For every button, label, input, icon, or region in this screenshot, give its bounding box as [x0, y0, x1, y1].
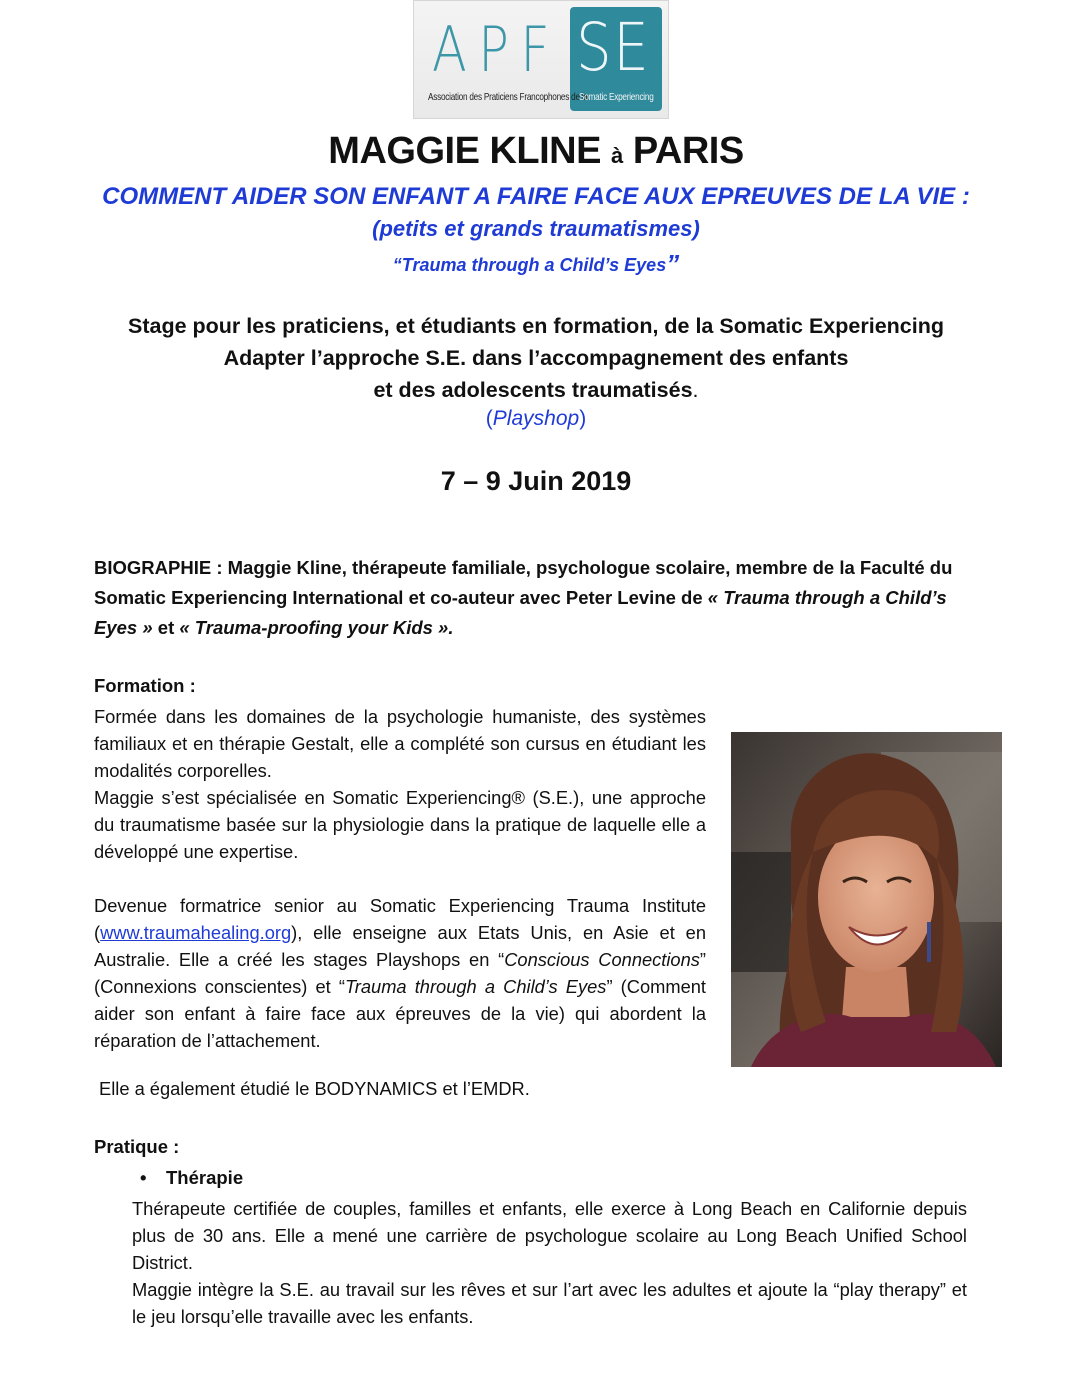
subtitle-close-quote: ” — [666, 249, 680, 279]
subtitle-parenthetical: (petits et grands traumatismes) — [372, 216, 700, 241]
logo-se-letters: SE — [576, 9, 651, 86]
therapie-paragraph-1: Thérapeute certifiée de couples, familles et enfants, elle exerce à Long Beach en Californie depuis plus de 30 ans. Elle a mené une carrière de psychologue scolaire au Long Beach Unified School District. — [132, 1198, 967, 1273]
formation-p3-d: ” (Comment aider son enfant à faire face aux épreuves de la vie) qui abordent la réparation de l’attachement. — [94, 976, 706, 1051]
playshop-open-paren: ( — [485, 407, 493, 430]
formation-p3-c: ” (Connexions conscientes) et “ — [94, 949, 706, 997]
title-conjunction: à — [611, 143, 623, 168]
formation-paragraph-3 — [94, 892, 706, 1054]
title-city: PARIS — [632, 130, 744, 172]
bullet-icon: • — [140, 1167, 147, 1188]
apfse-logo — [413, 0, 669, 119]
biography-et: et — [152, 617, 180, 638]
page-title — [0, 128, 1072, 179]
biography-label: BIOGRAPHIE : — [94, 557, 223, 578]
biography-paragraph — [94, 553, 974, 643]
playshop-label — [0, 405, 1072, 433]
stage-description — [0, 310, 1072, 406]
pratique-bullet-item — [140, 1165, 243, 1191]
formation-paragraph-2: Maggie s’est spécialisée en Somatic Experiencing® (S.E.), une approche du traumatisme basée sur la physiologie dans la pratique de laquelle elle a développé une expertise. — [94, 787, 706, 862]
maggie-kline-portrait-photo — [731, 732, 1002, 1067]
logo-caption-somatic: Somatic Experiencing — [579, 91, 654, 103]
therapie-paragraph-2: Maggie intègre la S.E. au travail sur les rêves et sur l’art avec les adultes et ajoute la “play therapy” et le jeu lorsqu’elle travaille avec les enfants. — [132, 1279, 967, 1327]
formation-heading: Formation : — [94, 675, 196, 696]
formation-p3-a: Devenue formatrice senior au Somatic Experiencing Trauma Institute ( — [94, 895, 706, 943]
playshop-close-paren: ) — [579, 407, 587, 430]
biography-book-2: « Trauma-proofing your Kids ». — [179, 617, 454, 638]
title-name: MAGGIE KLINE — [328, 130, 601, 172]
biography-text: Maggie Kline, thérapeute familiale, psychologue scolaire, membre de la Faculté du Somatic Experiencing International et co-auteur avec Peter Levine de — [94, 557, 953, 608]
formation-text — [94, 703, 706, 1054]
stage-line-3 — [0, 374, 1072, 406]
biography-book-1: « Trauma through a Child’s Eyes » — [94, 587, 947, 638]
therapie-text — [132, 1195, 967, 1330]
event-dates: 7 – 9 Juin 2019 — [440, 466, 632, 496]
subtitle-main: COMMENT AIDER SON ENFANT A FAIRE FACE AUX EPREUVES DE LA VIE : — [102, 183, 970, 210]
formation-p3-italic-2: Trauma through a Child’s Eyes — [344, 976, 607, 997]
also-studied-text: Elle a également étudié le BODYNAMICS et l’EMDR. — [99, 1078, 530, 1099]
logo-apf-letters: APF — [432, 13, 562, 86]
formation-p3-b: ), elle enseigne aux Etats Unis, en Asie et en Australie. Elle a créé les stages Playshops en “ — [94, 922, 706, 970]
stage-line-3-period: . — [692, 378, 699, 402]
playshop-text: Playshop — [492, 407, 580, 430]
traumahealing-link[interactable]: www.traumahealing.org — [100, 922, 292, 943]
stage-line-2: Adapter l’approche S.E. dans l’accompagnement des enfants — [223, 346, 849, 370]
subtitle-english-text: “Trauma through a Child’s Eyes — [392, 255, 667, 275]
pratique-item-label: Thérapie — [166, 1167, 244, 1188]
formation-paragraph-1: Formée dans les domaines de la psychologie humaniste, des systèmes familiaux et en thérapie Gestalt, elle a complété son cursus en étudiant les modalités corporelles. — [94, 706, 706, 781]
pratique-heading: Pratique : — [94, 1136, 180, 1157]
logo-caption-association: Association des Praticiens Francophones de la — [428, 91, 588, 103]
subtitle-english-title — [0, 249, 1072, 279]
stage-line-1: Stage pour les praticiens, et étudiants en formation, de la Somatic Experiencing — [127, 314, 944, 338]
formation-p3-italic-1: Conscious Connections — [504, 949, 700, 970]
stage-line-3-text: et des adolescents traumatisés — [373, 378, 693, 402]
